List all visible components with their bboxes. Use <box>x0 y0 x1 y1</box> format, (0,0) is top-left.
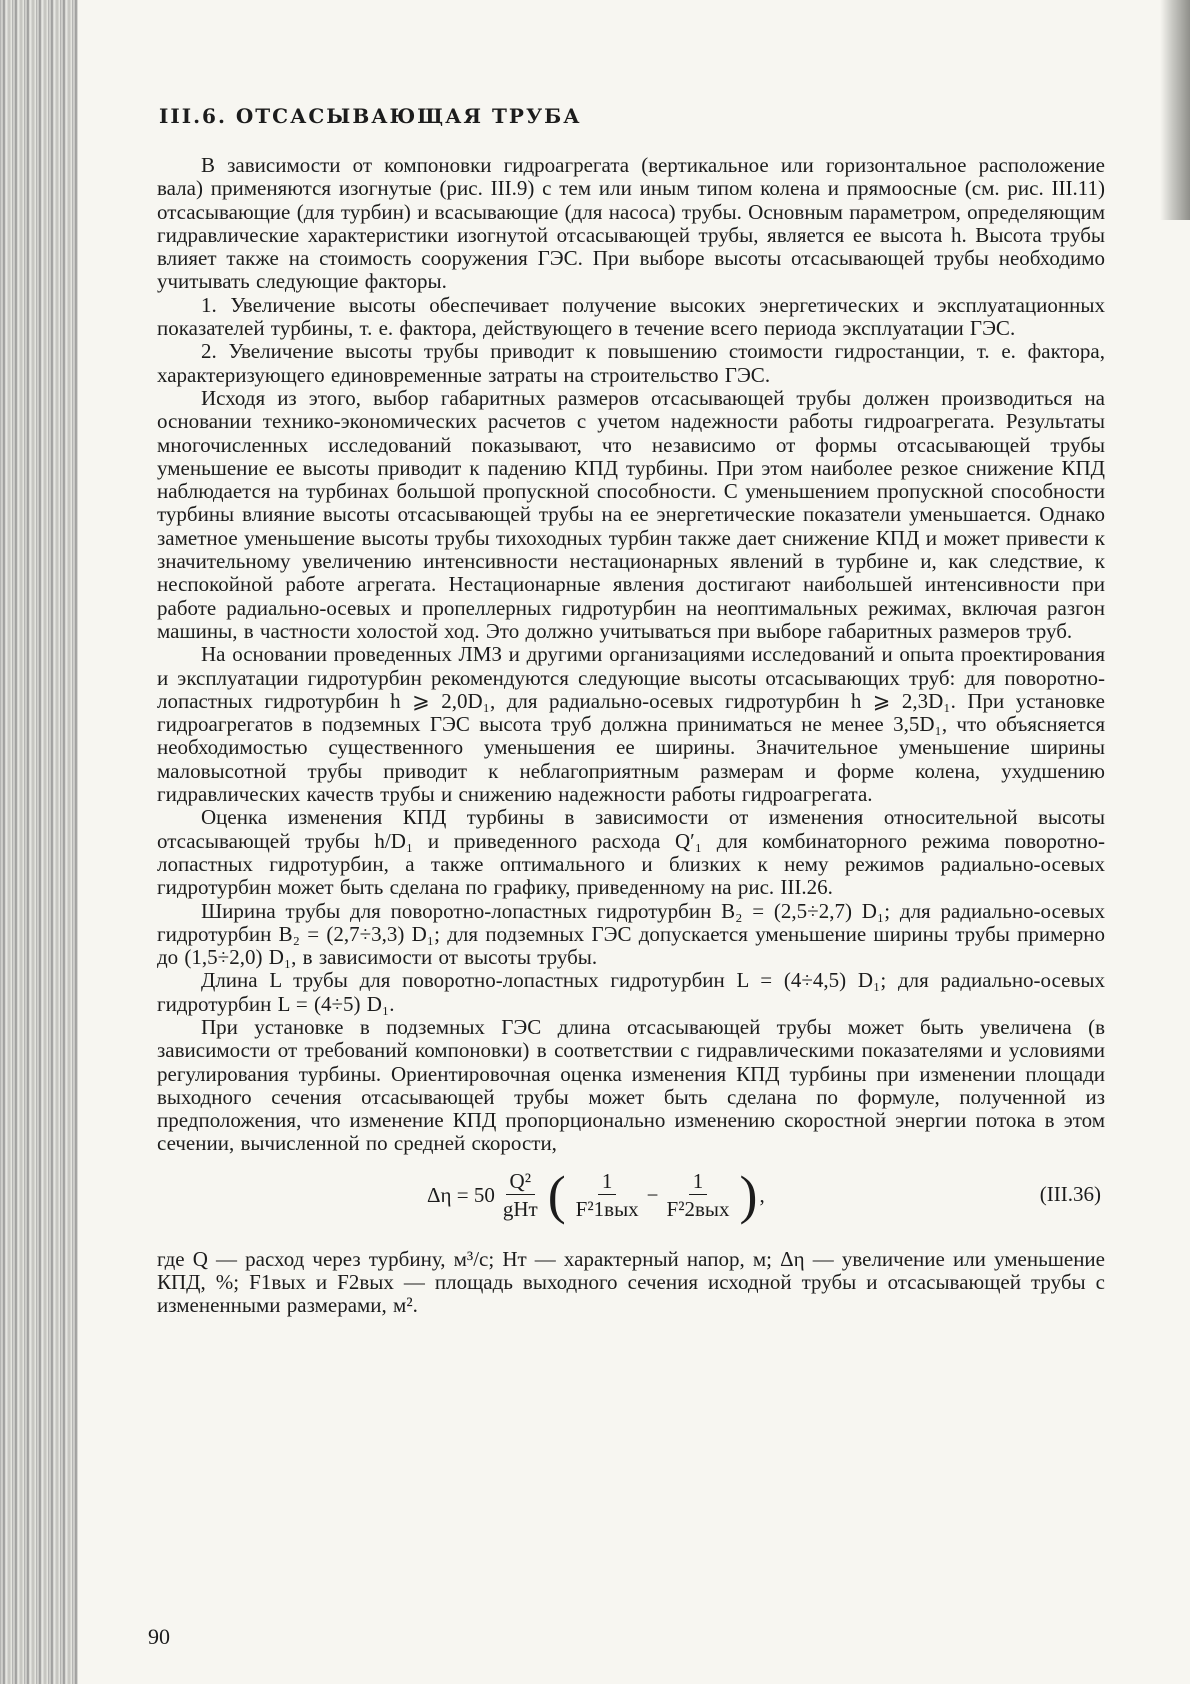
paragraph-2: 1. Увеличение высоты обеспечивает получение высоких энергетических и эксплуатационных показателей турбины, т. е. фактора, действующего в течение всего периода эксплуатации ГЭС. <box>157 292 1105 341</box>
formula-q-denominator: gHт <box>502 1196 538 1221</box>
scan-edge-left <box>0 0 78 1684</box>
paragraph-9: При установке в подземных ГЭС длина отсасывающей трубы может быть увеличена (в зависимости от требований компоновки) в соответствии с гидравлическими показателями и условиями регулирования турбины. Ориентировочная оценка изменения КПД турбины при изменении площади выходного сечения отсасывающей трубы может быть сделана по формуле, полученной из предположения, что изменение КПД пропорционально изменению скоростной энергии потока в этом сечении, вычисленной по средней скорости, <box>157 1014 1105 1156</box>
section-heading: III.6. ОТСАСЫВАЮЩАЯ ТРУБА <box>159 104 582 128</box>
formula-lhs: Δη = 50 <box>427 1182 495 1207</box>
paragraph-3: 2. Увеличение высоты трубы приводит к повышению стоимости гидростанции, т. е. фактора, характеризующего единовременные затраты на строительство ГЭС. <box>157 339 1105 387</box>
page-body <box>157 104 1105 1318</box>
formula-minus: − <box>646 1182 659 1207</box>
paragraph-final: где Q — расход через турбину, м³/с; Hт — характерный напор, м; Δη — увеличение или уменьшение КПД, %; F1вых и F2вых — площадь выходного сечения исходной трубы и отсасывающей трубы с измененными размерами, м². <box>157 1246 1105 1318</box>
formula-right-paren: ) <box>739 1165 758 1226</box>
paragraph-4: Исходя из этого, выбор габаритных размеров отсасывающей трубы должен производиться на основании технико-экономических расчетов с учетом надежности работы гидроагрегата. Результаты многочисленных исследований показывают, что независимо от формы отсасывающей трубы уменьшение ее высоты приводит к падению КПД турбины. При этом наиболее резкое снижение КПД наблюдается на турбинах большой пропускной способности. С уменьшением пропускной способности турбины влияние высоты отсасывающей трубы на ее энергетические показатели уменьшается. Однако заметное уменьшение высоты трубы тихоходных турбин также дает снижение КПД и может привести к значительному увеличению интенсивности нестационарных явлений в турбине и, как следствие, к неспокойной работе агрегата. Нестационарные явления достигают наибольшей интенсивности при работе радиально-осевых и пропеллерных гидротурбин на неоптимальных режимах, включая разгон машины, в частности холостой ход. Это должно учитываться при выборе габаритных размеров труб. <box>157 385 1105 643</box>
formula-one-b: 1 <box>689 1168 708 1195</box>
formula-den-b: F²2вых <box>666 1196 730 1221</box>
formula-den-a: F²1вых <box>575 1196 639 1221</box>
paragraph-7: Ширина трубы для поворотно-лопастных гидротурбин B₂ = (2,5÷2,7) D₁; для радиально-осевых гидротурбин B₂ = (2,7÷3,3) D₁; для подземных ГЭС допускается уменьшение ширины трубы примерно до (1,5÷2,0) D₁, в зависимости от высоты трубы. <box>157 898 1105 970</box>
paragraph-6: Оценка изменения КПД турбины в зависимости от изменения относительной высоты отсасывающей трубы h/D₁ и приведенного расхода Q′₁ для комбинаторного режима поворотно-лопастных гидротурбин, а также оптимального и близких к нему режимов радиально-осевых гидротурбин может быть сделана по графику, приведенному на рис. III.26. <box>157 805 1105 900</box>
formula-III-36 <box>157 1156 1105 1248</box>
formula-q-fraction <box>499 1168 542 1223</box>
scan-edge-right <box>1160 0 1190 220</box>
formula-left-paren: ( <box>547 1165 566 1226</box>
formula-q-numerator: Q² <box>506 1168 535 1195</box>
paragraph-5: На основании проведенных ЛМЗ и другими организациями исследований и опыта проектирования и эксплуатации гидротурбин рекомендуются следующие высоты отсасывающих труб: для поворотно-лопастных гидротурбин h ⩾ 2,0D₁, для радиально-осевых гидротурбин h ⩾ 2,3D₁. При установке гидроагрегатов в подземных ГЭС высота труб должна приниматься не менее 3,5D₁, что объясняется необходимостью существенного уменьшения ее ширины. Значительное уменьшение ширины маловысотной трубы приводит к неблагоприятным размерам и форме колена, ухудшению гидравлических качеств трубы и снижению надежности работы гидроагрегата. <box>157 642 1105 807</box>
formula-number: (III.36) <box>1039 1181 1101 1206</box>
formula-expression <box>427 1165 765 1226</box>
paragraph-8: Длина L трубы для поворотно-лопастных гидротурбин L = (4÷4,5) D₁; для радиально-осевых гидротурбин L = (4÷5) D₁. <box>157 968 1105 1016</box>
formula-fraction-a <box>572 1168 643 1223</box>
paragraph-1: В зависимости от компоновки гидроагрегата (вертикальное или горизонтальное расположение вала) применяются изогнутые (рис. III.9) с тем или иным типом колена и прямоосные (см. рис. III.11) отсасывающие (для турбин) и всасывающие (для насоса) трубы. Основным параметром, определяющим гидравлические характеристики изогнутой отсасывающей трубы, является ее высота h. Высота трубы влияет также на стоимость сооружения ГЭС. При выборе высоты отсасывающей трубы необходимо учитывать следующие факторы. <box>157 153 1105 294</box>
formula-tail: , <box>759 1182 765 1207</box>
formula-one-a: 1 <box>598 1168 617 1195</box>
formula-fraction-b <box>663 1168 734 1223</box>
page-number: 90 <box>148 1624 170 1649</box>
